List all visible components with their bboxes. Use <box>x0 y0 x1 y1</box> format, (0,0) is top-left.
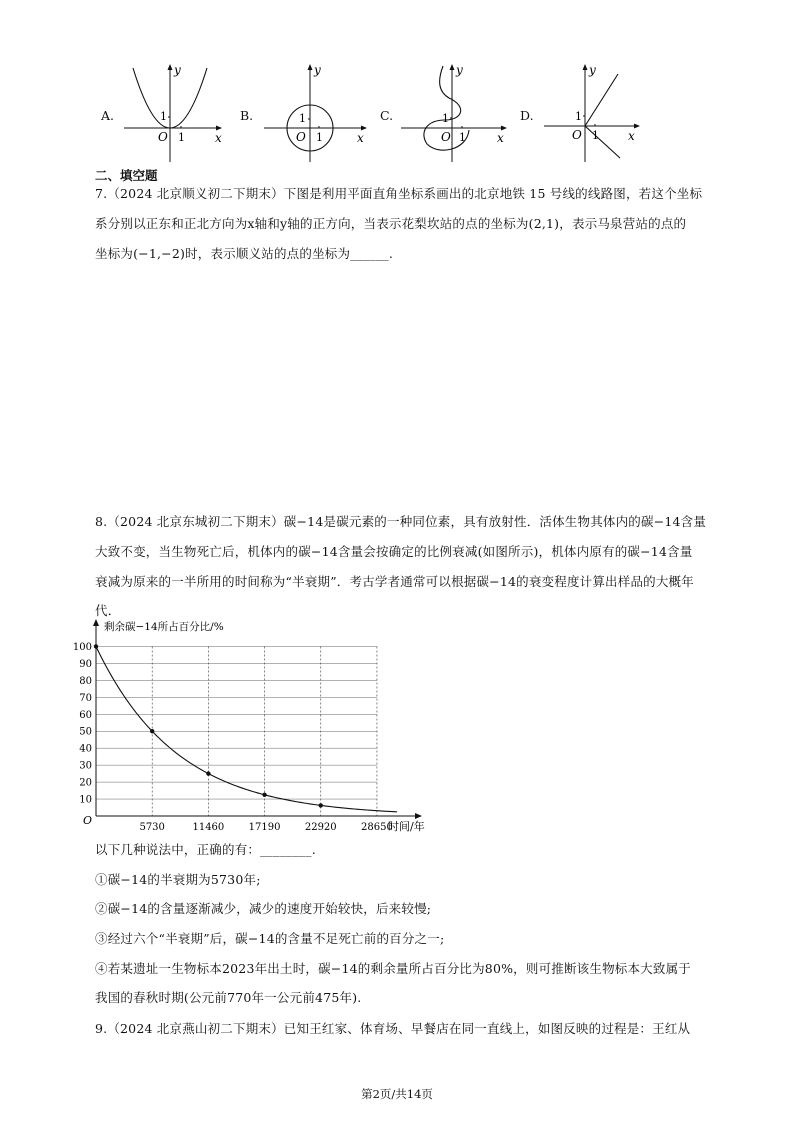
option-b-y-label: y <box>314 63 321 77</box>
y-tick-label-10: 10 <box>79 794 92 806</box>
x-tick-label-17190: 17190 <box>248 822 281 833</box>
statement-3: ③经过六个“半衰期”后，碳−14的含量不足死亡前的百分之一; <box>95 931 445 946</box>
option-graphs-row <box>95 60 655 170</box>
option-d-label: D. <box>520 108 534 123</box>
chart-grid <box>96 646 377 816</box>
chart-y-axis-label: 剩余碳−14所占百分比/% <box>104 621 224 633</box>
option-b-unit-x: 1 <box>316 131 323 144</box>
option-b-unit-y: 1 <box>299 112 306 125</box>
option-a-origin: O <box>158 130 168 144</box>
chart-ticks <box>73 642 393 833</box>
option-c-label: C. <box>380 108 394 123</box>
chart-x-axis-arrow <box>415 813 422 819</box>
statement-2: ②碳−14的含量逐渐减少，减少的速度开始较快，后来较慢; <box>95 901 432 916</box>
chart-y-axis-arrow <box>93 619 99 626</box>
option-d-graph <box>540 60 650 165</box>
statement-4-line-1: ④若某遗址一生物标本2023年出土时，碳−14的剩余量所占百分比为80%，则可推断该生物标本大致属于 <box>95 961 691 976</box>
option-b-x-label: x <box>357 131 364 145</box>
option-c-unit-y: 1 <box>442 112 449 125</box>
chart-axes <box>93 619 422 819</box>
question-7-line-3: 坐标为(−1,−2)时，表示顺义站的点的坐标为______. <box>95 246 394 261</box>
y-tick-label-40: 40 <box>79 743 92 755</box>
option-d-unit-y: 1 <box>575 110 582 123</box>
decay-curve <box>96 646 397 811</box>
option-a-label: A. <box>101 108 115 123</box>
data-point-3 <box>262 793 266 797</box>
question-7-line-1: 7.（2024 北京顺义初二下期末）下图是利用平面直角坐标系画出的北京地铁 15 号线的线路图，若这个坐标 <box>95 186 703 201</box>
question-8-line-3: 衰减为原来的一半所用的时间称为“半衰期”．考古学者通常可以根据碳−14的衰变程度计算出样品的大概年 <box>95 574 694 589</box>
option-a-unit-x: 1 <box>178 131 185 144</box>
question-8-prompt: 以下几种说法中，正确的有：________. <box>95 842 316 857</box>
option-c-graph <box>397 60 517 165</box>
option-b-graph <box>260 60 375 165</box>
data-point-1 <box>150 729 154 733</box>
option-c-origin: O <box>441 130 451 144</box>
x-tick-label-11460: 11460 <box>192 822 225 833</box>
section-title: 二、填空题 <box>95 168 158 183</box>
option-d-origin: O <box>572 128 582 142</box>
page-footer: 第2页/共14页 <box>361 1087 433 1101</box>
y-tick-label-30: 30 <box>79 760 92 772</box>
question-8-line-4: 代． <box>95 603 121 618</box>
question-8-line-1: 8.（2024 北京东城初二下期末）碳−14是碳元素的一种同位素，具有放射性．活体生物其体内的碳−14含量 <box>95 514 707 529</box>
statement-1: ①碳−14的半衰期为5730年; <box>95 872 261 887</box>
y-tick-label-80: 80 <box>79 675 92 687</box>
y-tick-label-90: 90 <box>79 658 92 670</box>
option-a-x-label: x <box>215 131 222 145</box>
x-tick-label-28650: 28650 <box>361 822 393 833</box>
data-point-0 <box>94 644 98 648</box>
option-b-origin: O <box>296 130 306 144</box>
option-c-x-label: x <box>497 131 504 145</box>
y-tick-label-70: 70 <box>79 692 92 704</box>
option-d-x-label: x <box>628 129 635 143</box>
chart-origin-label: O <box>83 814 93 827</box>
y-tick-label-100: 100 <box>72 641 92 653</box>
x-tick-label-5730: 5730 <box>139 822 165 833</box>
option-a-graph <box>120 60 230 165</box>
option-a-unit-y: 1 <box>160 110 167 123</box>
option-a-y-label: y <box>174 63 181 77</box>
x-tick-label-22920: 22920 <box>304 822 337 833</box>
option-d-unit-x: 1 <box>592 129 599 142</box>
option-b-label: B. <box>240 108 254 123</box>
y-tick-label-20: 20 <box>79 777 92 789</box>
question-9-line-1: 9.（2024 北京燕山初二下期末）已知王红家、体育场、早餐店在同一直线上，如图反映的过程是：王红从 <box>95 1021 691 1036</box>
statement-4-line-2: 我国的春秋时期(公元前770年一公元前475年). <box>95 990 362 1005</box>
option-c-unit-x: 1 <box>459 131 466 144</box>
data-point-2 <box>206 771 210 775</box>
option-c-y-label: y <box>456 63 463 77</box>
y-tick-label-60: 60 <box>79 709 92 721</box>
chart-x-axis-label: 时间/年 <box>388 820 425 833</box>
option-d-y-label: y <box>589 63 596 77</box>
question-8-line-2: 大致不变，当生物死亡后，机体内的碳−14含量会按确定的比例衰减(如图所示)，机体内原有的碳−14含量 <box>95 544 693 559</box>
carbon14-decay-chart <box>70 616 440 838</box>
question-7-line-2: 系分别以正东和正北方向为x轴和y轴的正方向，当表示花梨坎站的点的坐标为(2,1)，表示马泉营站的点的 <box>95 216 687 231</box>
y-tick-label-50: 50 <box>79 726 92 738</box>
data-point-4 <box>319 803 323 807</box>
